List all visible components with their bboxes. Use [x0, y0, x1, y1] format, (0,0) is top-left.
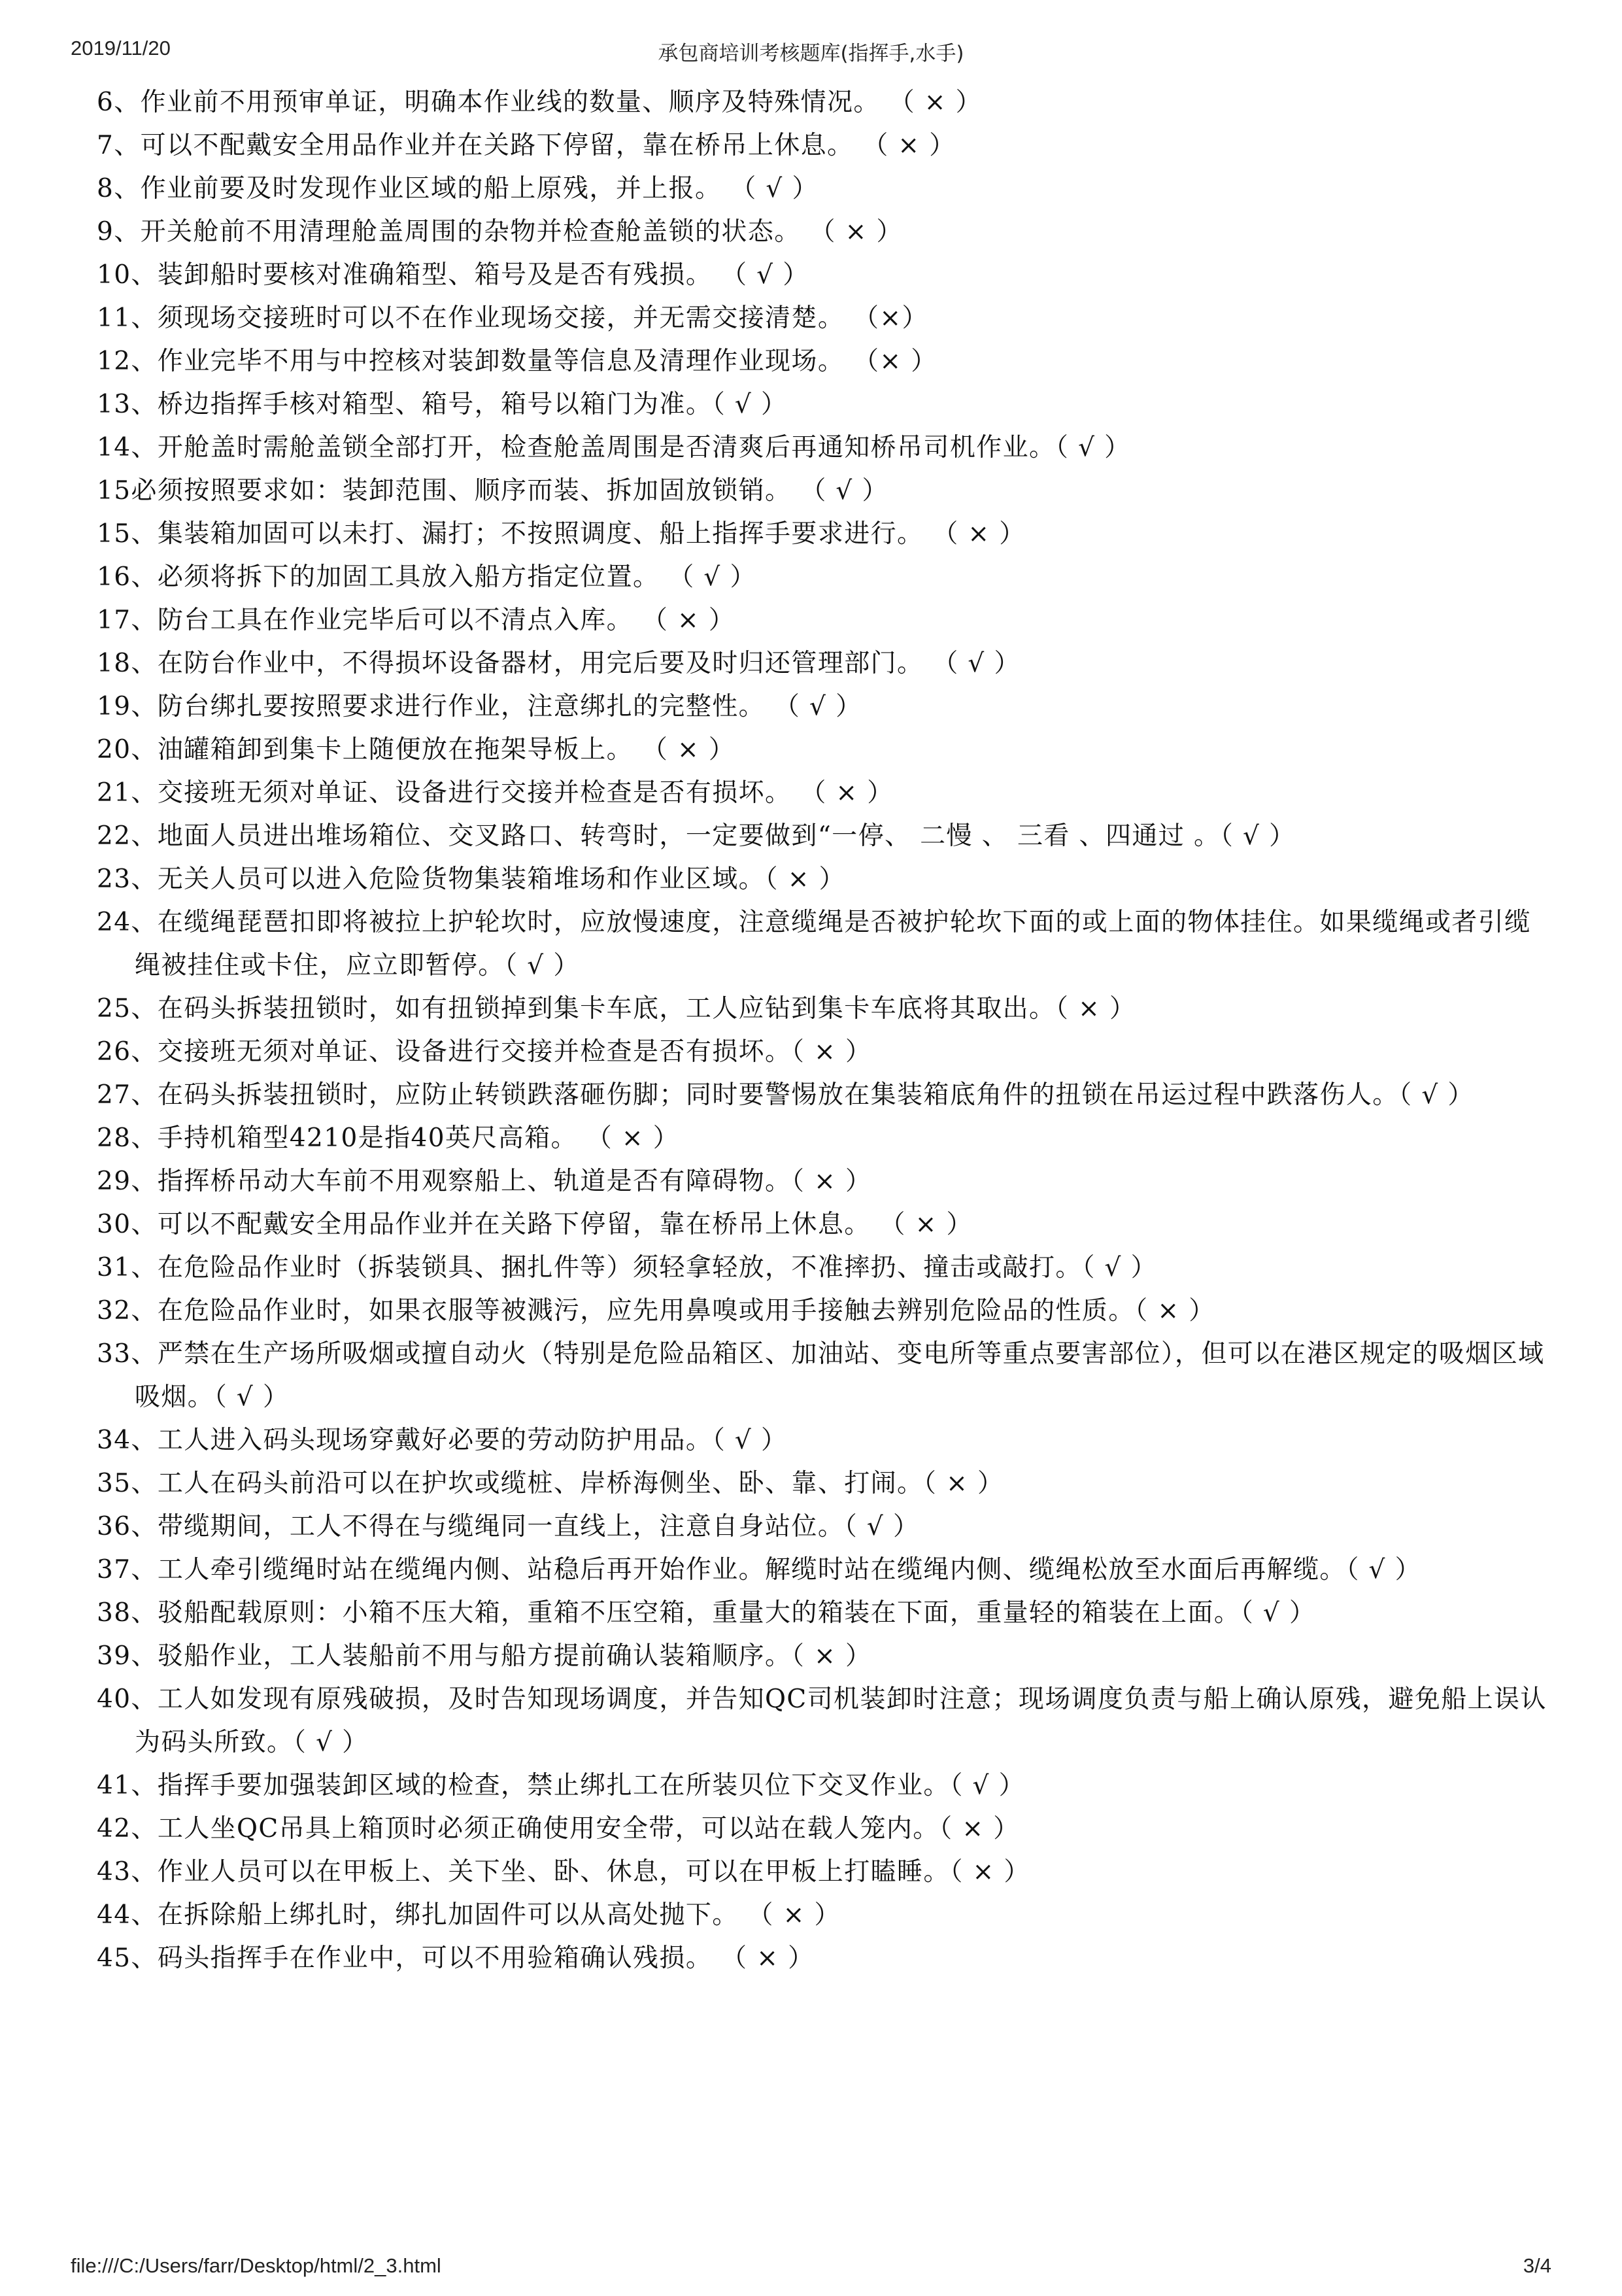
- list-item: 36、带缆期间，工人不得在与缆绳同一直线上，注意自身站位。（ √ ）: [97, 1512, 920, 1541]
- list-item: 37、工人牵引缆绳时站在缆绳内侧、站稳后再开始作业。解缆时站在缆绳内侧、缆绳松放至水面后再解缆。（ √ ）: [97, 1555, 1421, 1585]
- question-list: [97, 81, 1548, 1980]
- print-date: 2019/11/20: [71, 37, 171, 60]
- list-item: 31、在危险品作业时（拆装锁具、捆扎件等）须轻拿轻放，不准摔扔、撞击或敲打。（ √ ）: [97, 1253, 1157, 1282]
- list-item: 16、必须将拆下的加固工具放入船方指定位置。 （ √ ）: [97, 562, 756, 592]
- page-title: 承包商培训考核题库(指挥手,水手): [658, 42, 964, 65]
- list-item: 11、须现场交接班时可以不在作业现场交接，并无需交接清楚。 （×）: [97, 303, 928, 333]
- list-item: 42、工人坐QC吊具上箱顶时必须正确使用安全带，可以站在载人笼内。（ × ）: [97, 1814, 1020, 1843]
- page-number: 3/4: [1523, 2254, 1551, 2277]
- list-item: 43、作业人员可以在甲板上、关下坐、卧、休息，可以在甲板上打瞌睡。（ × ）: [97, 1857, 1030, 1887]
- list-item: 6、作业前不用预审单证，明确本作业线的数量、顺序及特殊情况。 （ × ）: [97, 88, 983, 117]
- list-item: 19、防台绑扎要按照要求进行作业，注意绑扎的完整性。 （ √ ）: [97, 692, 862, 721]
- list-item: 17、防台工具在作业完毕后可以不清点入库。 （ × ）: [97, 606, 735, 635]
- list-item: 25、在码头拆装扭锁时，如有扭锁掉到集卡车底，工人应钻到集卡车底将其取出。（ × ）: [97, 994, 1136, 1023]
- list-item: 41、指挥手要加强装卸区域的检查，禁止绑扎工在所装贝位下交叉作业。（ √ ）: [97, 1771, 1025, 1800]
- list-item: 28、手持机箱型4210是指40英尺高箱。 （ × ）: [97, 1123, 680, 1153]
- print-header: [0, 37, 1622, 69]
- list-item: 14、开舱盖时需舱盖锁全部打开，检查舱盖周围是否清爽后再通知桥吊司机作业。（ √ ）: [97, 433, 1131, 462]
- list-item: 29、指挥桥吊动大车前不用观察船上、轨道是否有障碍物。（ × ）: [97, 1167, 872, 1196]
- list-item: 18、在防台作业中，不得损坏设备器材，用完后要及时归还管理部门。 （ √ ）: [97, 649, 1021, 678]
- list-item: 13、桥边指挥手核对箱型、箱号，箱号以箱门为准。（ √ ）: [97, 390, 788, 419]
- list-item: 7、可以不配戴安全用品作业并在关路下停留，靠在桥吊上休息。 （ × ）: [97, 131, 956, 160]
- list-item: 26、交接班无须对单证、设备进行交接并检查是否有损坏。（ × ）: [97, 1037, 872, 1067]
- list-item: 30、可以不配戴安全用品作业并在关路下停留，靠在桥吊上休息。 （ × ）: [97, 1210, 973, 1239]
- list-item: 22、地面人员进出堆场箱位、交叉路口、转弯时，一定要做到“一停、 二慢 、 三看 、四通过 。（ √ ）: [97, 821, 1296, 851]
- list-item: 10、装卸船时要核对准确箱型、箱号及是否有残损。 （ √ ）: [97, 260, 809, 290]
- list-item: 39、驳船作业，工人装船前不用与船方提前确认装箱顺序。（ × ）: [97, 1641, 872, 1671]
- list-item: 38、驳船配载原则：小箱不压大箱，重箱不压空箱，重量大的箱装在下面，重量轻的箱装在上面。（ √ ）: [97, 1598, 1316, 1628]
- list-item: 9、开关舱前不用清理舱盖周围的杂物并检查舱盖锁的状态。 （ × ）: [97, 217, 903, 247]
- file-path: file:///C:/Users/farr/Desktop/html/2_3.html: [71, 2254, 441, 2277]
- list-item: 23、无关人员可以进入危险货物集装箱堆场和作业区域。（ × ）: [97, 865, 845, 894]
- list-item: 34、工人进入码头现场穿戴好必要的劳动防护用品。（ √ ）: [97, 1426, 788, 1455]
- list-item: 45、码头指挥手在作业中，可以不用验箱确认残损。 （ × ）: [97, 1944, 815, 1973]
- list-item: 40、工人如发现有原残破损，及时告知现场调度，并告知QC司机装卸时注意；现场调度负责与船上确认原残，避免船上误认为码头所致。（ √ ）: [97, 1685, 1547, 1757]
- list-item: 44、在拆除船上绑扎时，绑扎加固件可以从高处抛下。 （ × ）: [97, 1900, 841, 1930]
- list-item: 35、工人在码头前沿可以在护坎或缆桩、岸桥海侧坐、卧、靠、打闹。（ × ）: [97, 1469, 1004, 1498]
- question-bank-content: [97, 81, 1548, 1980]
- list-item: 32、在危险品作业时，如果衣服等被溅污，应先用鼻嗅或用手接触去辨别危险品的性质。（ × ）: [97, 1296, 1215, 1326]
- list-item: 8、作业前要及时发现作业区域的船上原残，并上报。 （ √ ）: [97, 174, 819, 203]
- list-item: 15、集装箱加固可以未打、漏打；不按照调度、船上指挥手要求进行。 （ × ）: [97, 519, 1026, 549]
- list-item: 33、严禁在生产场所吸烟或擅自动火（特别是危险品箱区、加油站、变电所等重点要害部位），但可以在港区规定的吸烟区域吸烟。（ √ ）: [97, 1339, 1545, 1412]
- list-item: 27、在码头拆装扭锁时，应防止转锁跌落砸伤脚；同时要警惕放在集装箱底角件的扭锁在吊运过程中跌落伤人。（ √ ）: [97, 1080, 1474, 1110]
- list-item: 21、交接班无须对单证、设备进行交接并检查是否有损坏。 （ × ）: [97, 778, 894, 808]
- list-item: 24、在缆绳琵琶扣即将被拉上护轮坎时，应放慢速度，注意缆绳是否被护轮坎下面的或上面的物体挂住。如果缆绳或者引缆绳被挂住或卡住，应立即暂停。（ √ ）: [97, 908, 1531, 980]
- print-footer: [0, 2254, 1622, 2287]
- list-item: 15必须按照要求如：装卸范围、顺序而装、拆加固放锁销。 （ √ ）: [97, 476, 888, 505]
- list-item: 20、油罐箱卸到集卡上随便放在拖架导板上。 （ × ）: [97, 735, 735, 764]
- list-item: 12、作业完毕不用与中控核对装卸数量等信息及清理作业现场。 （× ）: [97, 347, 938, 376]
